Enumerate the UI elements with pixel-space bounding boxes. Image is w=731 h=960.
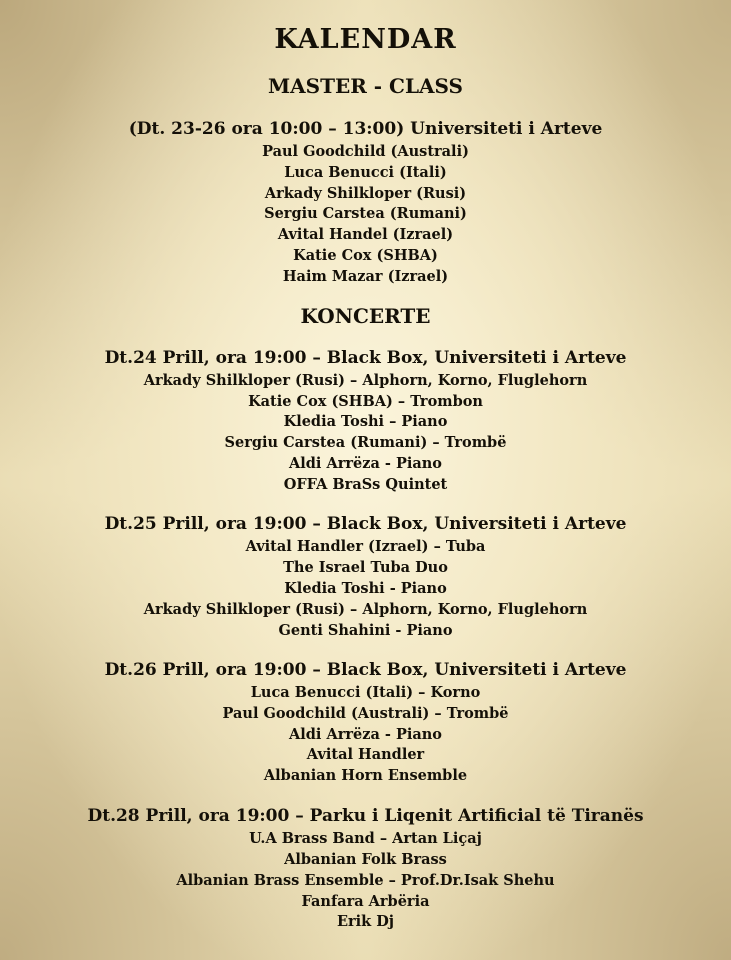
concert-item: Sergiu Carstea (Rumani) – Trombë [224, 434, 507, 451]
concert-item: Katie Cox (SHBA) – Trombon [248, 393, 483, 410]
concert-item: U.A Brass Band – Artan Liçaj [249, 830, 482, 847]
masterclass-heading: (Dt. 23-26 ora 10:00 – 13:00) Universiteti i Arteve [128, 119, 603, 139]
masterclass-item: Arkady Shilkloper (Rusi) [264, 185, 467, 202]
concert-item: Avital Handler (Izrael) – Tuba [245, 538, 486, 555]
concert-item: Erik Dj [336, 913, 395, 930]
concert-item: Paul Goodchild (Australi) – Trombë [222, 705, 509, 722]
concert-item: Arkady Shilkloper (Rusi) – Alphorn, Korno, Fluglehorn [143, 372, 588, 389]
masterclass-item: Sergiu Carstea (Rumani) [264, 205, 467, 222]
concert-item: Kledia Toshi – Piano [283, 413, 448, 430]
masterclass-title: MASTER - CLASS [267, 74, 464, 98]
concert-item: Albanian Brass Ensemble – Prof.Dr.Isak Shehu [176, 872, 555, 889]
concert-heading: Dt.26 Prill, ora 19:00 – Black Box, Universiteti i Arteve [104, 660, 627, 680]
concert-item: Avital Handler [306, 746, 425, 763]
concert-item: Genti Shahini - Piano [278, 622, 453, 639]
concert-item: OFFA BraSs Quintet [283, 476, 448, 493]
concert-item: Albanian Folk Brass [284, 851, 447, 868]
concert-item: Kledia Toshi - Piano [284, 580, 447, 597]
concert-heading: Dt.28 Prill, ora 19:00 – Parku i Liqenit Artificial të Tiranës [87, 806, 644, 826]
masterclass-item: Paul Goodchild (Australi) [262, 143, 469, 160]
concert-heading: Dt.24 Prill, ora 19:00 – Black Box, Universiteti i Arteve [104, 348, 627, 368]
masterclass-item: Haim Mazar (Izrael) [282, 268, 449, 285]
concert-item: Aldi Arrëza - Piano [289, 455, 442, 472]
concert-item: Albanian Horn Ensemble [263, 767, 468, 784]
concert-item: The Israel Tuba Duo [283, 559, 448, 576]
concert-heading: Dt.25 Prill, ora 19:00 – Black Box, Universiteti i Arteve [104, 514, 627, 534]
concert-item: Luca Benucci (Itali) – Korno [250, 684, 481, 701]
concert-item: Fanfara Arbëria [301, 893, 430, 910]
masterclass-item: Avital Handel (Izrael) [277, 226, 454, 243]
masterclass-item: Katie Cox (SHBA) [293, 247, 438, 264]
concerts-title: KONCERTE [300, 304, 431, 328]
concert-item: Arkady Shilkloper (Rusi) – Alphorn, Korno, Fluglehorn [143, 601, 588, 618]
masterclass-item: Luca Benucci (Itali) [284, 164, 447, 181]
poster-title: KALENDAR [274, 24, 457, 55]
concert-item: Aldi Arrëza - Piano [289, 726, 442, 743]
